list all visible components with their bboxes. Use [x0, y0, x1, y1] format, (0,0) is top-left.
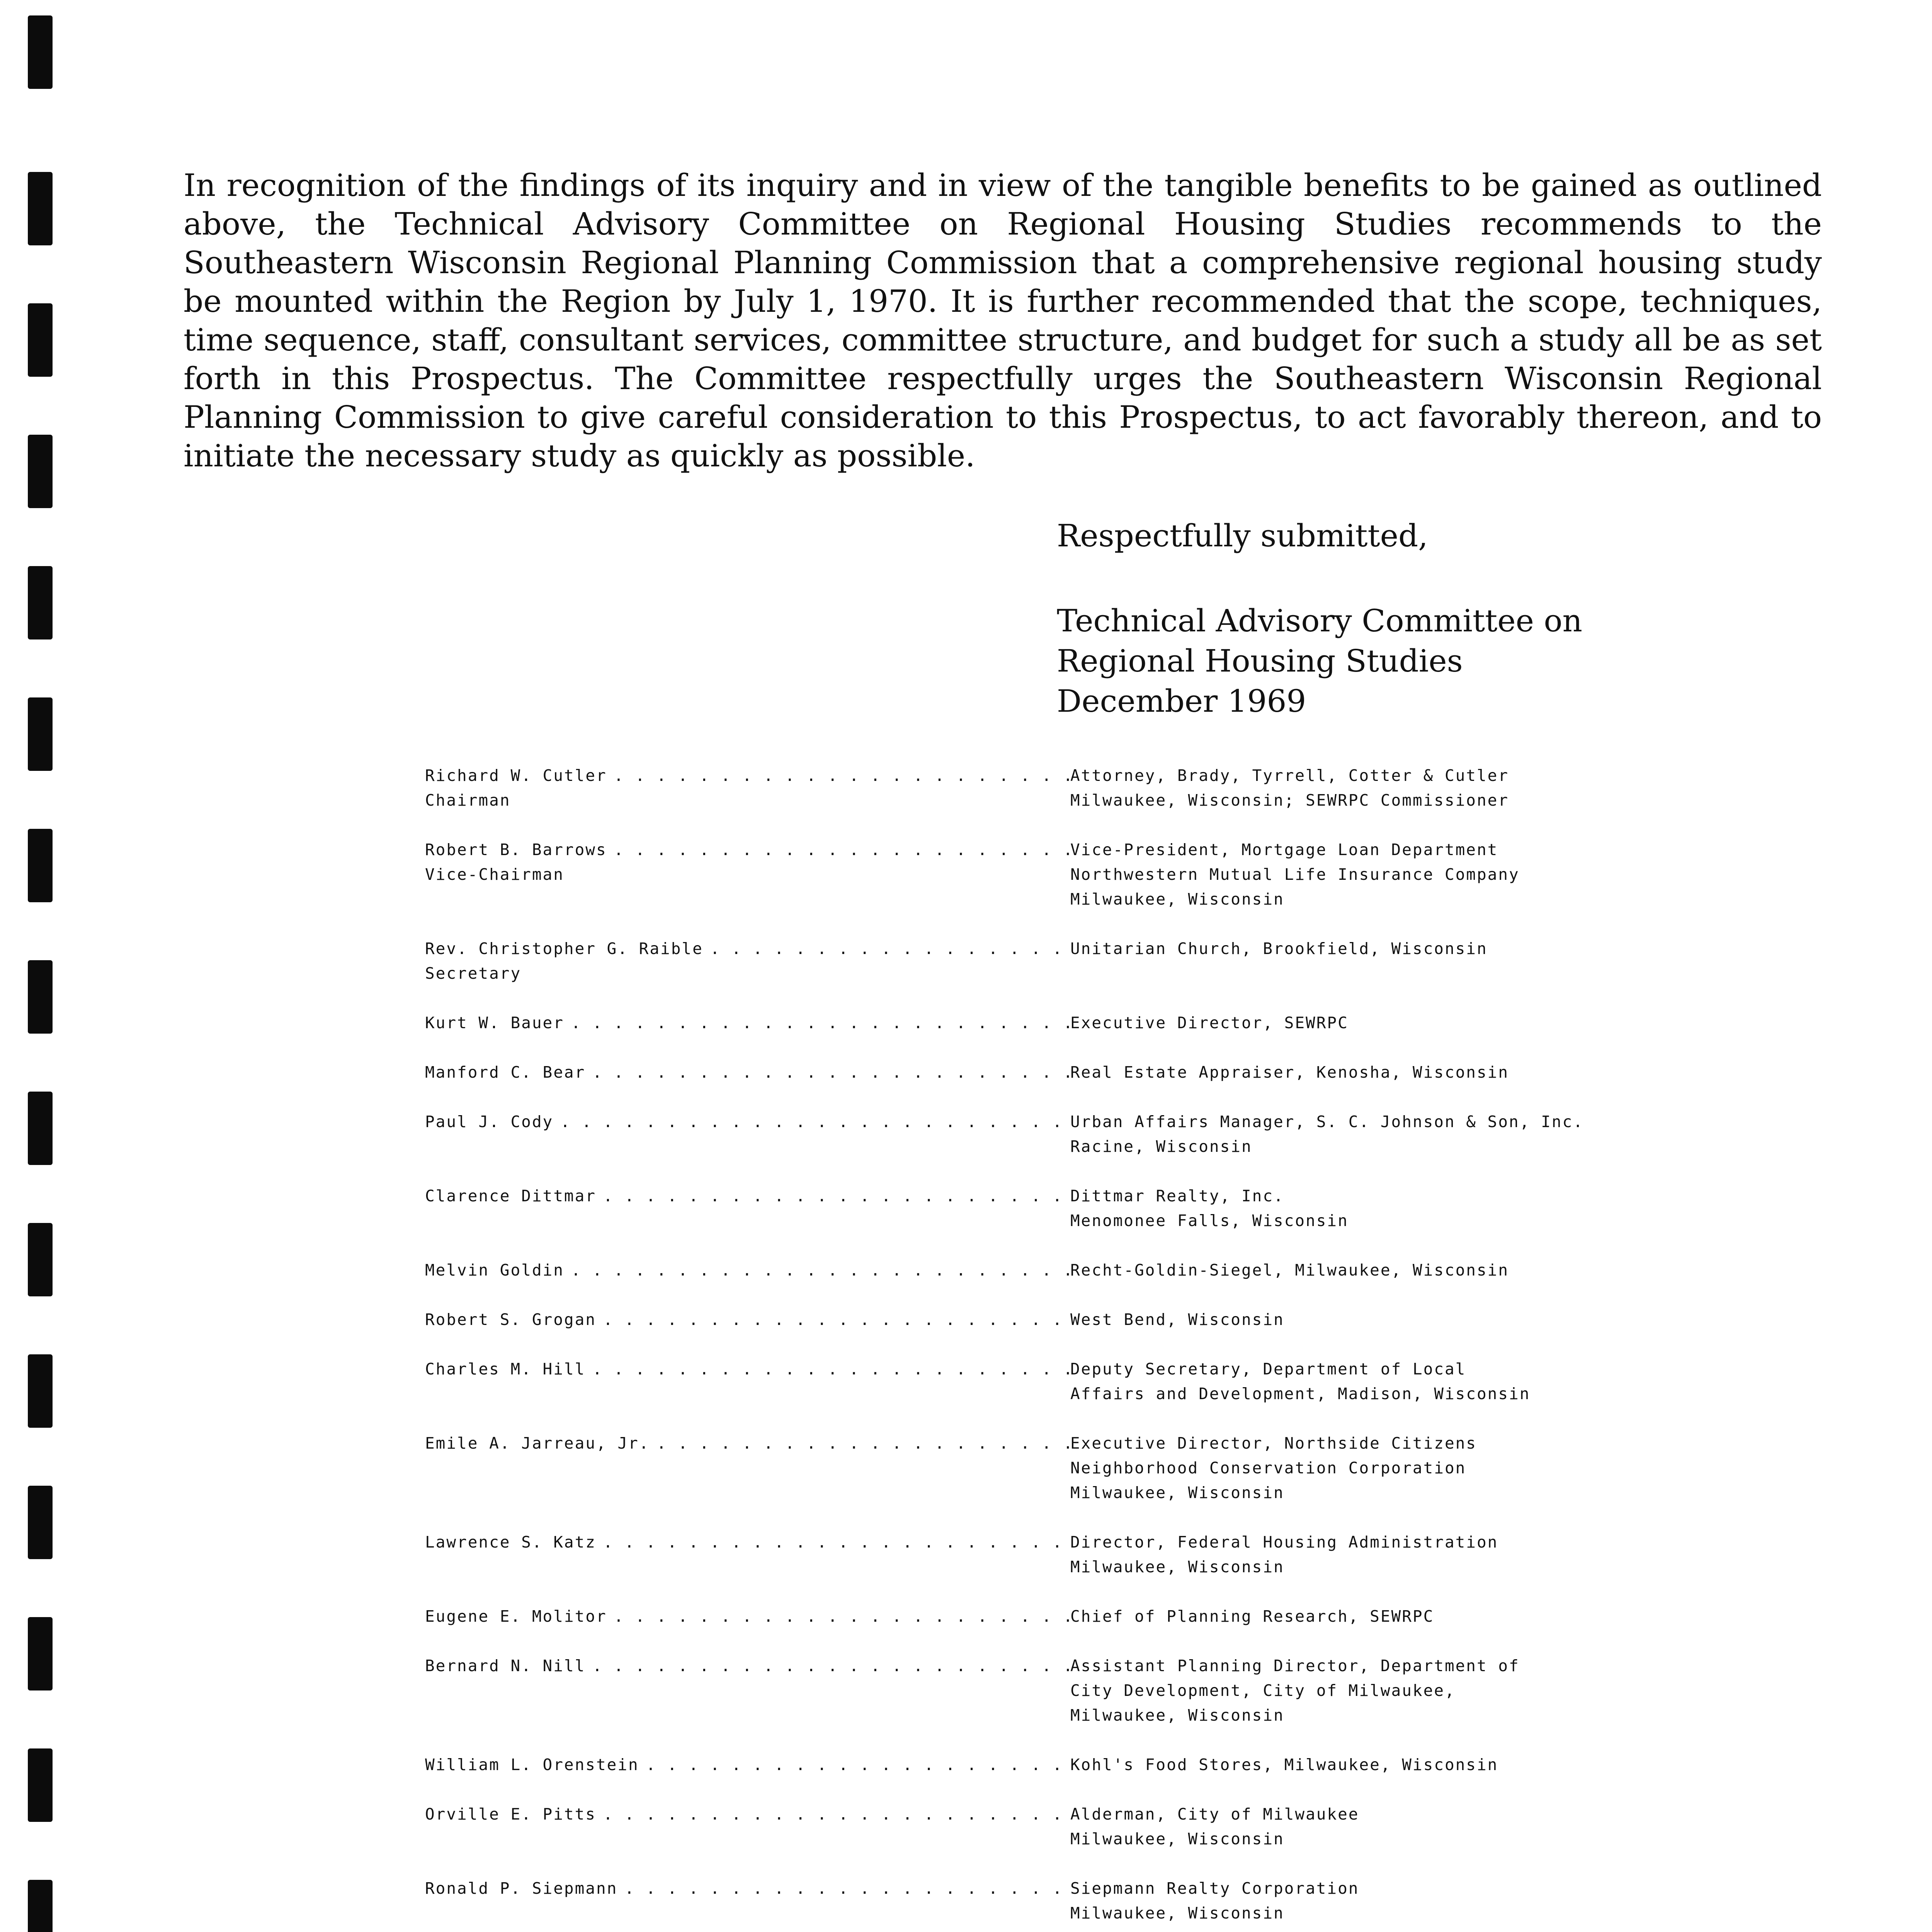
affiliation-line: Alderman, City of Milwaukee: [1070, 1805, 1359, 1823]
member-affiliation: [1070, 1431, 1855, 1505]
affiliation-line: Milwaukee, Wisconsin: [1070, 1904, 1284, 1922]
member-entry: [425, 1752, 1855, 1777]
member-affiliation: [1070, 1109, 1855, 1159]
affiliation-line: Milwaukee, Wisconsin: [1070, 1830, 1284, 1848]
affiliation-line: Recht-Goldin-Siegel, Milwaukee, Wisconsin: [1070, 1261, 1509, 1279]
dot-leader: [710, 936, 1070, 961]
committee-name-line2: Regional Housing Studies: [1057, 643, 1463, 679]
dot-leader: [603, 1307, 1070, 1332]
member-name-column: [425, 1060, 1070, 1085]
member-name-line: [425, 1876, 1070, 1901]
dot-leader: [592, 1653, 1070, 1678]
affiliation-line: Racine, Wisconsin: [1070, 1137, 1252, 1156]
member-affiliation: [1070, 1060, 1855, 1085]
binding-mark: [28, 697, 53, 771]
member-name-line: [425, 1109, 1070, 1134]
member-name: Robert B. Barrows: [425, 840, 607, 859]
member-name-line: [425, 1357, 1070, 1381]
member-affiliation: [1070, 1307, 1855, 1332]
member-affiliation: [1070, 1653, 1855, 1728]
member-name-column: [425, 1010, 1070, 1035]
member-affiliation: [1070, 763, 1855, 813]
binding-mark: [28, 15, 53, 89]
affiliation-line: Milwaukee, Wisconsin: [1070, 1483, 1284, 1502]
member-name-column: [425, 1752, 1070, 1777]
binding-mark: [28, 1486, 53, 1559]
member-name: Kurt W. Bauer: [425, 1014, 564, 1032]
member-name: Clarence Dittmar: [425, 1187, 596, 1205]
member-name: Emile A. Jarreau, Jr.: [425, 1434, 650, 1452]
member-affiliation: [1070, 1876, 1855, 1925]
affiliation-line: West Bend, Wisconsin: [1070, 1310, 1284, 1329]
member-name-line: [425, 1431, 1070, 1456]
binding-mark: [28, 303, 53, 377]
member-name: William L. Orenstein: [425, 1755, 639, 1774]
member-name: Charles M. Hill: [425, 1360, 586, 1378]
member-name: Bernard N. Nill: [425, 1656, 586, 1675]
member-entry: [425, 936, 1855, 986]
member-name-line: [425, 1653, 1070, 1678]
affiliation-line: Vice-President, Mortgage Loan Department: [1070, 840, 1498, 859]
member-name-line: [425, 1604, 1070, 1629]
member-name: Orville E. Pitts: [425, 1805, 596, 1823]
member-name-line: [425, 1010, 1070, 1035]
member-name-column: [425, 1258, 1070, 1282]
affiliation-line: Executive Director, SEWRPC: [1070, 1014, 1349, 1032]
member-entry: [425, 1184, 1855, 1233]
dot-leader: [614, 837, 1070, 862]
member-entry: [425, 1802, 1855, 1851]
affiliation-line: Menomonee Falls, Wisconsin: [1070, 1211, 1349, 1230]
affiliation-line: Affairs and Development, Madison, Wisconsin: [1070, 1384, 1531, 1403]
dot-leader: [592, 1060, 1070, 1085]
dot-leader: [614, 1604, 1070, 1629]
member-name-line: [425, 1530, 1070, 1554]
dot-leader: [656, 1431, 1070, 1456]
salutation: Respectfully submitted,: [1057, 518, 1428, 554]
member-name-line: [425, 1802, 1070, 1827]
affiliation-line: Siepmann Realty Corporation: [1070, 1879, 1359, 1898]
member-affiliation: [1070, 1357, 1855, 1406]
binding-mark: [28, 566, 53, 639]
member-affiliation: [1070, 837, 1855, 912]
member-affiliation: [1070, 1258, 1855, 1282]
member-affiliation: [1070, 1802, 1855, 1851]
member-role: Secretary: [425, 964, 522, 983]
member-role: Vice-Chairman: [425, 865, 564, 884]
member-name: Rev. Christopher G. Raible: [425, 939, 703, 958]
binding-mark: [28, 435, 53, 508]
member-entry: [425, 1010, 1855, 1035]
member-name-column: [425, 1109, 1070, 1159]
member-name: Melvin Goldin: [425, 1261, 564, 1279]
member-name-column: [425, 1184, 1070, 1233]
member-affiliation: [1070, 936, 1855, 986]
dot-leader: [646, 1752, 1070, 1777]
member-name: Richard W. Cutler: [425, 766, 607, 785]
affiliation-line: Unitarian Church, Brookfield, Wisconsin: [1070, 939, 1488, 958]
member-affiliation: [1070, 1752, 1855, 1777]
member-name-column: [425, 1530, 1070, 1579]
member-name-column: [425, 837, 1070, 912]
affiliation-line: Urban Affairs Manager, S. C. Johnson & Son, Inc.: [1070, 1112, 1584, 1131]
member-entry: [425, 1530, 1855, 1579]
member-name-column: [425, 1802, 1070, 1851]
member-name-line: [425, 1060, 1070, 1085]
dot-leader: [571, 1258, 1070, 1282]
dot-leader: [603, 1530, 1070, 1554]
member-name: Eugene E. Molitor: [425, 1607, 607, 1626]
member-name-column: [425, 1307, 1070, 1332]
member-name-column: [425, 1876, 1070, 1925]
binding-mark: [28, 1748, 53, 1822]
member-entry: [425, 1109, 1855, 1159]
member-name-column: [425, 1653, 1070, 1728]
affiliation-line: Executive Director, Northside Citizens: [1070, 1434, 1477, 1452]
binding-punch-marks: [28, 0, 55, 1932]
member-entry: [425, 1060, 1855, 1085]
binding-mark: [28, 1354, 53, 1428]
member-name-line: [425, 1752, 1070, 1777]
dot-leader: [603, 1184, 1070, 1208]
dot-leader: [603, 1802, 1070, 1827]
member-name: Paul J. Cody: [425, 1112, 554, 1131]
affiliation-line: Milwaukee, Wisconsin: [1070, 1558, 1284, 1576]
affiliation-line: Milwaukee, Wisconsin: [1070, 1706, 1284, 1725]
member-name-column: [425, 1357, 1070, 1406]
member-role: Chairman: [425, 791, 511, 810]
dot-leader: [614, 763, 1070, 788]
member-name-line: [425, 763, 1070, 788]
binding-mark: [28, 1880, 53, 1932]
binding-mark: [28, 960, 53, 1034]
member-affiliation: [1070, 1530, 1855, 1579]
binding-mark: [28, 829, 53, 902]
member-name-line: [425, 1307, 1070, 1332]
member-entry: [425, 1431, 1855, 1505]
member-entry: [425, 1876, 1855, 1925]
committee-member-list: [425, 763, 1855, 1932]
member-entry: [425, 1357, 1855, 1406]
member-name: Robert S. Grogan: [425, 1310, 596, 1329]
member-entry: [425, 837, 1855, 912]
member-name-column: [425, 936, 1070, 986]
affiliation-line: Deputy Secretary, Department of Local: [1070, 1360, 1466, 1378]
dot-leader: [571, 1010, 1070, 1035]
member-entry: [425, 1258, 1855, 1282]
member-entry: [425, 1307, 1855, 1332]
member-entry: [425, 763, 1855, 813]
member-name: Manford C. Bear: [425, 1063, 586, 1082]
dot-leader: [560, 1109, 1070, 1134]
member-name-line: [425, 1184, 1070, 1208]
member-entry: [425, 1653, 1855, 1728]
affiliation-line: Attorney, Brady, Tyrrell, Cotter & Cutler: [1070, 766, 1509, 785]
member-affiliation: [1070, 1184, 1855, 1233]
affiliation-line: Northwestern Mutual Life Insurance Company: [1070, 865, 1520, 884]
member-entry: [425, 1604, 1855, 1629]
binding-mark: [28, 172, 53, 245]
member-name-column: [425, 1431, 1070, 1505]
committee-signature: [1057, 601, 1582, 721]
member-name: Ronald P. Siepmann: [425, 1879, 618, 1898]
member-name-line: [425, 1258, 1070, 1282]
affiliation-line: Milwaukee, Wisconsin; SEWRPC Commissioner: [1070, 791, 1509, 810]
affiliation-line: City Development, City of Milwaukee,: [1070, 1681, 1456, 1700]
binding-mark: [28, 1617, 53, 1690]
member-name: Lawrence S. Katz: [425, 1533, 596, 1551]
dot-leader: [624, 1876, 1070, 1901]
affiliation-line: Milwaukee, Wisconsin: [1070, 890, 1284, 908]
committee-name-line1: Technical Advisory Committee on: [1057, 603, 1583, 639]
dot-leader: [592, 1357, 1070, 1381]
affiliation-line: Real Estate Appraiser, Kenosha, Wisconsin: [1070, 1063, 1509, 1082]
member-affiliation: [1070, 1604, 1855, 1629]
affiliation-line: Kohl's Food Stores, Milwaukee, Wisconsin: [1070, 1755, 1498, 1774]
affiliation-line: Assistant Planning Director, Department of: [1070, 1656, 1520, 1675]
affiliation-line: Chief of Planning Research, SEWRPC: [1070, 1607, 1434, 1626]
closing-block: [1057, 516, 1428, 556]
member-name-line: [425, 837, 1070, 862]
member-affiliation: [1070, 1010, 1855, 1035]
submission-date: December 1969: [1057, 683, 1306, 719]
member-name-column: [425, 1604, 1070, 1629]
affiliation-line: Neighborhood Conservation Corporation: [1070, 1459, 1466, 1477]
member-name-line: [425, 936, 1070, 961]
affiliation-line: Director, Federal Housing Administration: [1070, 1533, 1498, 1551]
member-name-column: [425, 763, 1070, 813]
binding-mark: [28, 1223, 53, 1296]
binding-mark: [28, 1092, 53, 1165]
recommendation-paragraph: In recognition of the findings of its inquiry and in view of the tangible benefits to be gained as outlined above, the Technical Advisory Committee on Regional Housing Studies recommends to the Southeastern Wisconsin Regional Planning Commission that a comprehensive regional housing study be mounted within the Region by July 1, 1970. It is further recommended that the scope, techniques, time sequence, staff, consultant services, committee structure, and budget for such a study all be as set forth in this Prospectus. The Committee respectfully urges the Southeastern Wisconsin Regional Planning Commission to give careful consideration to this Prospectus, to act favorably thereon, and to initiate the necessary study as quickly as possible.: [184, 167, 1822, 474]
affiliation-line: Dittmar Realty, Inc.: [1070, 1187, 1284, 1205]
